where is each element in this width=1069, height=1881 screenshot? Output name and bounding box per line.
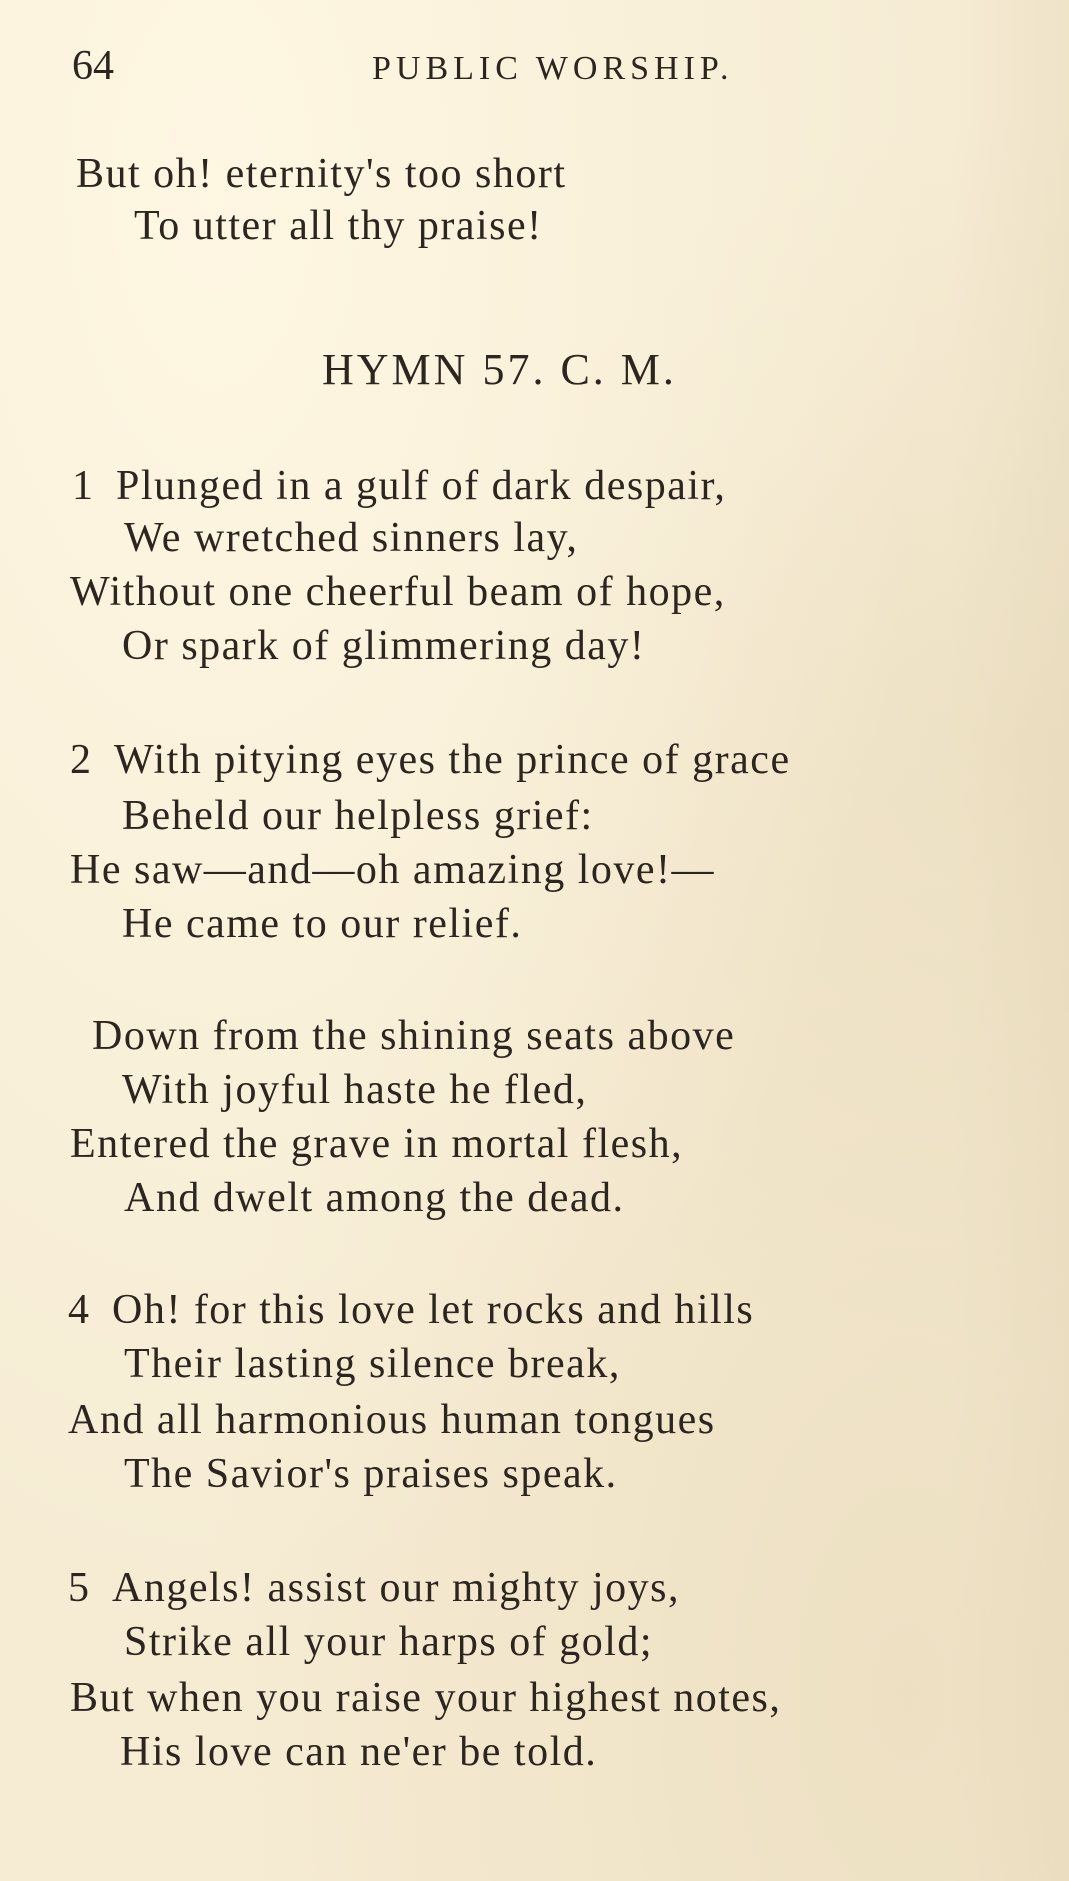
stanza-line: We wretched sinners lay, [124, 515, 579, 561]
stanza-line: Without one cheerful beam of hope, [70, 569, 726, 615]
stanza-line: But when you raise your highest notes, [70, 1675, 782, 1721]
stanza-line: The Savior's praises speak. [124, 1451, 618, 1497]
stanza-number: 4 [68, 1287, 91, 1333]
stanza-line: With joyful haste he fled, [122, 1067, 588, 1113]
stanza-line: Entered the grave in mortal flesh, [70, 1121, 684, 1167]
stanza-line: He came to our relief. [122, 901, 523, 947]
stanza-line: And all harmonious human tongues [68, 1397, 716, 1443]
page-edge-shading [949, 0, 1069, 1881]
page-number: 64 [72, 43, 114, 89]
stanza-line [68, 1564, 680, 1612]
continuation-line: But oh! eternity's too short [76, 151, 567, 197]
stanza-number: 2 [70, 737, 93, 783]
running-title: PUBLIC WORSHIP. [372, 50, 734, 87]
stanza-line-text: Angels! assist our mighty joys, [112, 1565, 680, 1611]
stanza-line: Beheld our helpless grief: [122, 793, 594, 839]
stanza-line [68, 1286, 754, 1334]
page-header [0, 42, 1069, 92]
stanza-line: Or spark of glimmering day! [122, 623, 646, 669]
stanza-line: Their lasting silence break, [124, 1341, 621, 1387]
stanza-line-text: With pitying eyes the prince of grace [114, 737, 791, 783]
stanza-line [72, 462, 726, 510]
stanza-line: He saw—and—oh amazing love!— [70, 847, 715, 893]
stanza-line: And dwelt among the dead. [124, 1175, 625, 1221]
stanza-number: 5 [68, 1565, 91, 1611]
stanza-line: His love can ne'er be told. [120, 1729, 598, 1775]
stanza-line: Strike all your harps of gold; [124, 1619, 654, 1665]
stanza-line-text: Plunged in a gulf of dark despair, [116, 463, 727, 509]
continuation-line: To utter all thy praise! [134, 203, 543, 249]
stanza-line: Down from the shining seats above [92, 1013, 736, 1059]
stanza-line-text: Oh! for this love let rocks and hills [112, 1287, 755, 1333]
hymn-title: HYMN 57. C. M. [322, 345, 677, 394]
stanza-line [70, 736, 791, 784]
stanza-number: 1 [72, 463, 95, 509]
